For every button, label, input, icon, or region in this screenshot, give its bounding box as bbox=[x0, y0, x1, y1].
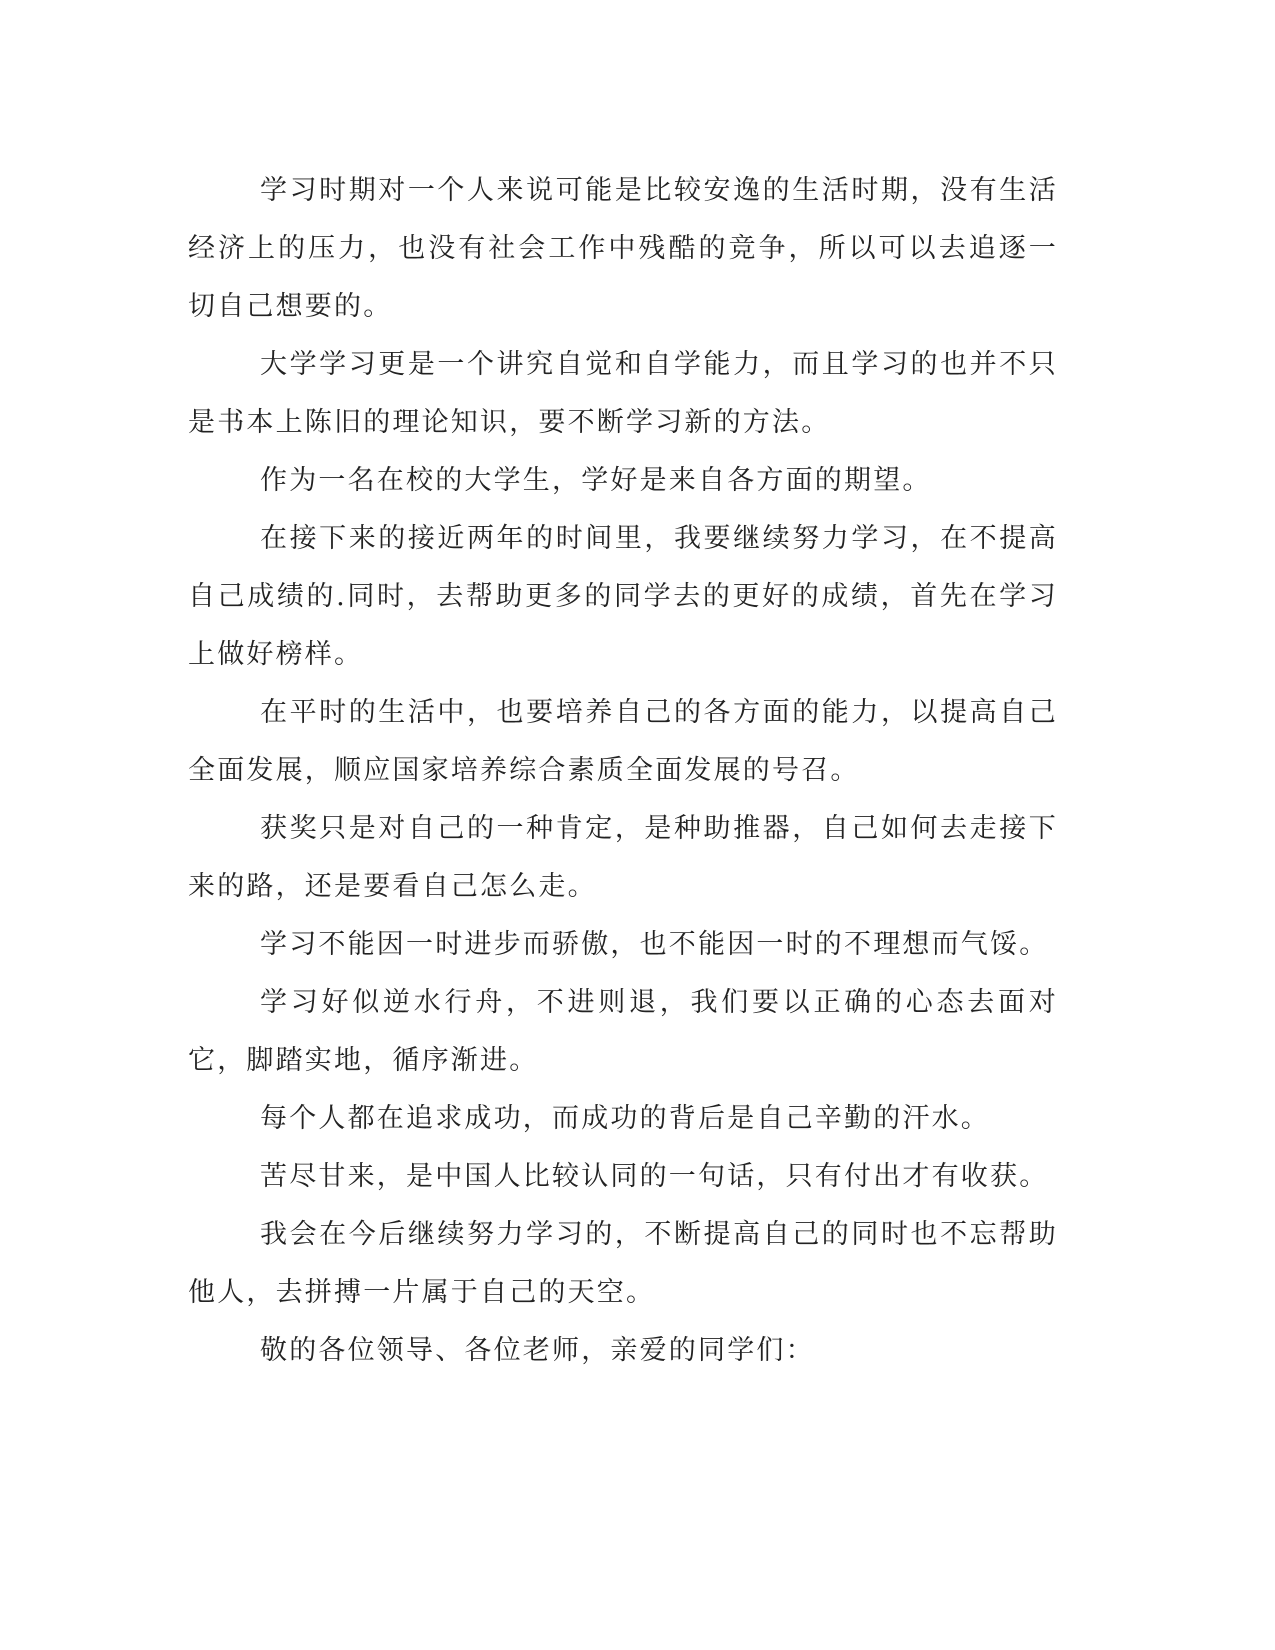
paragraph: 学习好似逆水行舟，不进则退，我们要以正确的心态去面对它，脚踏实地，循序渐进。 bbox=[188, 987, 1058, 1076]
paragraph: 学习不能因一时进步而骄傲，也不能因一时的不理想而气馁。 bbox=[260, 929, 1049, 960]
paragraph: 在接下来的接近两年的时间里，我要继续努力学习，在不提高自己成绩的.同时，去帮助更多的同学去的更好的成绩，首先在学习上做好榜样。 bbox=[188, 523, 1058, 670]
paragraph: 获奖只是对自己的一种肯定，是种助推器，自己如何去走接下来的路，还是要看自己怎么走。 bbox=[188, 813, 1058, 902]
paragraph: 我会在今后继续努力学习的，不断提高自己的同时也不忘帮助他人，去拼搏一片属于自己的天空。 bbox=[188, 1219, 1058, 1308]
paragraph: 大学学习更是一个讲究自觉和自学能力，而且学习的也并不只是书本上陈旧的理论知识，要不断学习新的方法。 bbox=[188, 349, 1058, 438]
paragraph: 在平时的生活中，也要培养自己的各方面的能力，以提高自己全面发展，顺应国家培养综合素质全面发展的号召。 bbox=[188, 697, 1058, 786]
paragraph: 苦尽甘来，是中国人比较认同的一句话，只有付出才有收获。 bbox=[260, 1161, 1049, 1192]
paragraph: 作为一名在校的大学生，学好是来自各方面的期望。 bbox=[260, 465, 932, 496]
paragraph: 学习时期对一个人来说可能是比较安逸的生活时期，没有生活经济上的压力，也没有社会工作中残酷的竞争，所以可以去追逐一切自己想要的。 bbox=[188, 175, 1058, 322]
document-body bbox=[188, 162, 1058, 1380]
paragraph: 每个人都在追求成功，而成功的背后是自己辛勤的汗水。 bbox=[260, 1103, 990, 1134]
paragraph: 敬的各位领导、各位老师，亲爱的同学们： bbox=[260, 1335, 815, 1366]
